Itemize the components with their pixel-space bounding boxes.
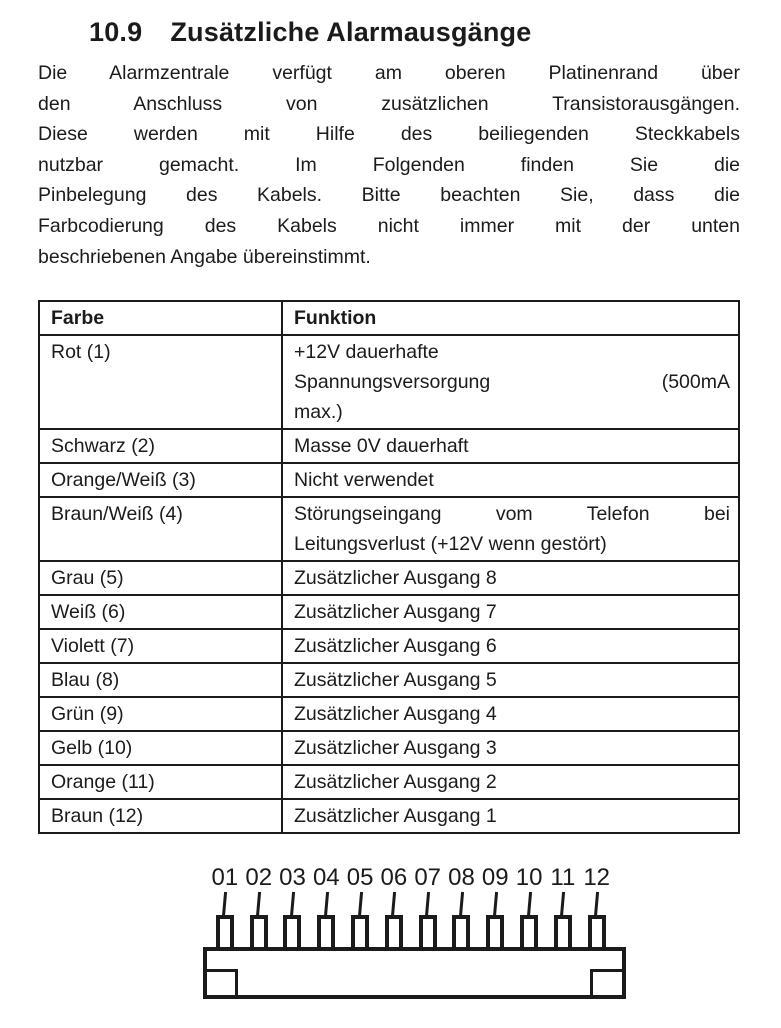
- funktion-line: Störungseingang vom Telefon bei: [294, 503, 730, 526]
- funktion-cell: [282, 335, 739, 429]
- pin-column: [377, 865, 411, 951]
- table-row: [39, 463, 739, 497]
- pin-wire: [459, 892, 464, 917]
- farbe-cell: Braun/Weiß (4): [39, 497, 282, 561]
- pin-column: [242, 865, 276, 951]
- table-row: [39, 335, 739, 429]
- intro-paragraph: [38, 58, 740, 272]
- farbe-cell: Orange/Weiß (3): [39, 463, 282, 497]
- farbe-cell: Violett (7): [39, 629, 282, 663]
- pin-column: [546, 865, 580, 951]
- table-row: [39, 799, 739, 833]
- funktion-line: Spannungsversorgung (500mA: [294, 371, 730, 394]
- pin-contact: [283, 915, 301, 951]
- pin-number-label: 02: [245, 864, 273, 892]
- col-header-funktion: Funktion: [282, 301, 739, 335]
- intro-line: den Anschluss von zusätzlichen Transistorausgängen.: [38, 92, 740, 115]
- table-header-row: [39, 301, 739, 335]
- funktion-line: max.): [294, 401, 343, 424]
- farbe-cell: Blau (8): [39, 663, 282, 697]
- funktion-line: Zusätzlicher Ausgang 1: [294, 805, 497, 828]
- pin-contact: [317, 915, 335, 951]
- funktion-cell: [282, 497, 739, 561]
- table-row: [39, 629, 739, 663]
- funktion-cell: [282, 561, 739, 595]
- connector-diagram: [203, 865, 626, 1000]
- document-page: [0, 16, 781, 1028]
- intro-line: Pinbelegung des Kabels. Bitte beachten Sie, dass die: [38, 184, 740, 207]
- farbe-cell: Grau (5): [39, 561, 282, 595]
- funktion-line: Zusätzlicher Ausgang 7: [294, 601, 497, 624]
- table-row: [39, 561, 739, 595]
- pin-number-label: 01: [211, 864, 239, 892]
- pin-wire: [425, 892, 430, 917]
- section-number: 10.9: [89, 17, 143, 47]
- funktion-line: Zusätzlicher Ausgang 5: [294, 669, 497, 692]
- pin-wire: [256, 892, 261, 917]
- pin-wire: [290, 892, 295, 917]
- funktion-line: Zusätzlicher Ausgang 8: [294, 567, 497, 590]
- pin-column: [445, 865, 479, 951]
- pin-contact: [419, 915, 437, 951]
- table-row: [39, 595, 739, 629]
- funktion-line: Zusätzlicher Ausgang 2: [294, 771, 497, 794]
- funktion-line: Zusätzlicher Ausgang 6: [294, 635, 497, 658]
- pin-column: [512, 865, 546, 951]
- table-row: [39, 765, 739, 799]
- pin-contact: [520, 915, 538, 951]
- farbe-cell: Weiß (6): [39, 595, 282, 629]
- pin-number-label: 06: [380, 864, 408, 892]
- intro-line: Farbcodierung des Kabels nicht immer mit der unten: [38, 214, 740, 237]
- pin-wire: [560, 892, 565, 917]
- funktion-cell: [282, 629, 739, 663]
- pin-number-label: 11: [550, 864, 576, 892]
- intro-line: Diese werden mit Hilfe des beiliegenden Steckkabels: [38, 123, 740, 146]
- pin-wire: [594, 892, 599, 917]
- pin-number-label: 12: [583, 864, 611, 892]
- funktion-cell: [282, 697, 739, 731]
- pin-number-label: 05: [346, 864, 374, 892]
- pin-column: [309, 865, 343, 951]
- pin-wire: [391, 892, 396, 917]
- funktion-line: Masse 0V dauerhaft: [294, 435, 469, 458]
- table-row: [39, 731, 739, 765]
- farbe-cell: Braun (12): [39, 799, 282, 833]
- pin-contact: [385, 915, 403, 951]
- pin-contact: [452, 915, 470, 951]
- pin-number-label: 09: [481, 864, 509, 892]
- funktion-cell: [282, 663, 739, 697]
- pin-number-label: 07: [414, 864, 442, 892]
- pin-contact: [554, 915, 572, 951]
- pin-wire: [526, 892, 531, 917]
- table-row: [39, 429, 739, 463]
- pin-number-label: 03: [279, 864, 306, 892]
- pin-column: [276, 865, 310, 951]
- pin-wire: [324, 892, 329, 917]
- pin-number-label: 08: [448, 864, 475, 892]
- farbe-cell: Gelb (10): [39, 731, 282, 765]
- color-function-table: [38, 300, 740, 834]
- farbe-cell: Schwarz (2): [39, 429, 282, 463]
- table-row: [39, 497, 739, 561]
- funktion-cell: [282, 731, 739, 765]
- funktion-cell: [282, 463, 739, 497]
- pin-column: [478, 865, 512, 951]
- funktion-line: Leitungsverlust (+12V wenn gestört): [294, 533, 607, 556]
- funktion-cell: [282, 765, 739, 799]
- section-title: Zusätzliche Alarmausgänge: [170, 17, 532, 47]
- pin-column: [343, 865, 377, 951]
- table-row: [39, 663, 739, 697]
- connector-body: [203, 947, 626, 999]
- pin-wire: [357, 892, 362, 917]
- pin-contact: [486, 915, 504, 951]
- col-header-farbe: Farbe: [39, 301, 282, 335]
- intro-line: nutzbar gemacht. Im Folgenden finden Sie die: [38, 153, 740, 176]
- connector-notch-left: [207, 969, 238, 995]
- pin-column: [411, 865, 445, 951]
- pin-contact: [216, 915, 234, 951]
- funktion-line: Nicht verwendet: [294, 469, 434, 492]
- pin-column: [208, 865, 242, 951]
- pin-row: [208, 865, 614, 951]
- pin-contact: [250, 915, 268, 951]
- pin-number-label: 04: [312, 864, 340, 892]
- pin-column: [580, 865, 614, 951]
- farbe-cell: Rot (1): [39, 335, 282, 429]
- pin-contact: [351, 915, 369, 951]
- pin-contact: [588, 915, 606, 951]
- intro-line: Die Alarmzentrale verfügt am oberen Platinenrand über: [38, 62, 740, 84]
- table-row: [39, 697, 739, 731]
- funktion-cell: [282, 429, 739, 463]
- funktion-cell: [282, 799, 739, 833]
- pin-wire: [222, 892, 227, 917]
- funktion-cell: [282, 595, 739, 629]
- farbe-cell: Grün (9): [39, 697, 282, 731]
- section-heading: [89, 16, 781, 48]
- pin-number-label: 10: [515, 864, 543, 892]
- intro-line: beschriebenen Angabe übereinstimmt.: [38, 245, 371, 268]
- farbe-cell: Orange (11): [39, 765, 282, 799]
- funktion-line: +12V dauerhafte: [294, 341, 439, 364]
- funktion-line: Zusätzlicher Ausgang 4: [294, 703, 497, 726]
- funktion-line: Zusätzlicher Ausgang 3: [294, 737, 497, 760]
- connector-notch-right: [590, 969, 622, 995]
- pin-wire: [493, 892, 498, 917]
